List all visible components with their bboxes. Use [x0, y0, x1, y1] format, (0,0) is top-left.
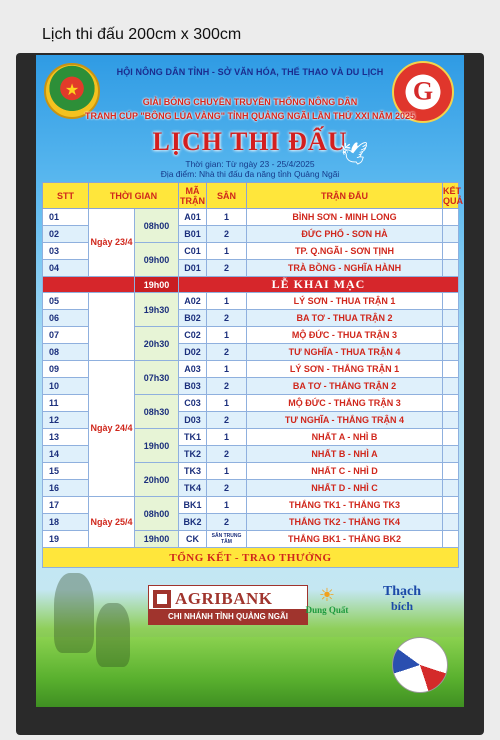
- col-stt: STT: [43, 183, 89, 209]
- match: THẮNG TK2 - THẮNG TK4: [247, 514, 443, 531]
- match-code: D02: [179, 344, 207, 361]
- court: 2: [207, 412, 247, 429]
- row-stt: 17: [43, 497, 89, 514]
- col-match: TRẬN ĐẤU: [247, 183, 443, 209]
- table-row: [43, 293, 459, 310]
- court: [207, 531, 247, 548]
- thach-bich-name-1: Thạch: [382, 584, 422, 599]
- match-code: BK2: [179, 514, 207, 531]
- dove-icon: 🕊: [340, 141, 368, 166]
- result-cell: [443, 361, 459, 378]
- row-stt: 19: [43, 531, 89, 548]
- time-slot: 08h30: [135, 395, 179, 429]
- court: 2: [207, 310, 247, 327]
- header-organizers: HỘI NÔNG DÂN TỈNH - SỞ VĂN HÓA, THỂ THAO VÀ DU LỊCH: [116, 67, 384, 77]
- match-code: A01: [179, 209, 207, 226]
- result-cell: [443, 243, 459, 260]
- time-slot: 20h00: [135, 463, 179, 497]
- time-slot: 09h00: [135, 243, 179, 277]
- match: BA TƠ - THUA TRẬN 2: [247, 310, 443, 327]
- court: 1: [207, 361, 247, 378]
- opening-ceremony-row: [43, 277, 459, 293]
- row-stt: 10: [43, 378, 89, 395]
- poster-title: LỊCH THI ĐẤU: [152, 127, 348, 156]
- col-court: SÂN: [207, 183, 247, 209]
- court: 1: [207, 327, 247, 344]
- agribank-sponsor: [148, 585, 308, 625]
- court: 1: [207, 209, 247, 226]
- match-code: BK1: [179, 497, 207, 514]
- court: 2: [207, 446, 247, 463]
- match: TƯ NGHĨA - THẮNG TRẬN 4: [247, 412, 443, 429]
- match: BA TƠ - THẮNG TRẬN 2: [247, 378, 443, 395]
- match: TƯ NGHĨA - THUA TRẬN 4: [247, 344, 443, 361]
- closing-ceremony: TỔNG KẾT - TRAO THƯỞNG: [43, 548, 459, 568]
- time-slot: 07h30: [135, 361, 179, 395]
- court-central: SÂN TRUNG TÂM: [211, 533, 242, 545]
- time-slot: 19h00: [135, 531, 179, 548]
- row-stt: 18: [43, 514, 89, 531]
- thach-bich-name-2: bích: [390, 599, 413, 613]
- result-cell: [443, 463, 459, 480]
- result-cell: [443, 395, 459, 412]
- venue-line: Địa điểm: Nhà thi đấu đa năng tỉnh Quảng Ngãi: [160, 169, 340, 179]
- time-line: Thời gian: Từ ngày 23 - 25/4/2025: [185, 159, 315, 169]
- match: TRÀ BỒNG - NGHĨA HÀNH: [247, 260, 443, 277]
- row-stt: 04: [43, 260, 89, 277]
- dung-quat-logo-icon: ☀: [318, 585, 336, 605]
- caption: Lịch thi đấu 200cm x 300cm: [42, 26, 242, 43]
- row-stt: 06: [43, 310, 89, 327]
- header-event-line-1: GIẢI BÓNG CHUYỀN TRUYỀN THỐNG NÔNG DÂN: [142, 97, 358, 107]
- result-cell: [443, 412, 459, 429]
- col-result: KẾT QUẢ: [443, 183, 459, 209]
- day-label-continued: [89, 293, 135, 361]
- result-cell: [443, 209, 459, 226]
- tournament-logo-icon: G: [392, 61, 454, 123]
- farmers-union-logo-icon: ★: [44, 63, 100, 119]
- result-cell: [443, 378, 459, 395]
- thach-bich-sponsor: [366, 585, 438, 613]
- match-code: C02: [179, 327, 207, 344]
- court: 2: [207, 480, 247, 497]
- schedule-table: [42, 182, 463, 568]
- match-code: TK3: [179, 463, 207, 480]
- result-cell: [443, 260, 459, 277]
- match-code: B03: [179, 378, 207, 395]
- row-stt: 11: [43, 395, 89, 412]
- match-code: B01: [179, 226, 207, 243]
- result-cell: [443, 446, 459, 463]
- match: LÝ SƠN - THUA TRẬN 1: [247, 293, 443, 310]
- row-stt: 14: [43, 446, 89, 463]
- row-stt: 09: [43, 361, 89, 378]
- match-code: C03: [179, 395, 207, 412]
- match: ĐỨC PHỔ - SƠN HÀ: [247, 226, 443, 243]
- agribank-logo-icon: [153, 590, 171, 608]
- time-slot: 19h00: [135, 429, 179, 463]
- match-code: TK1: [179, 429, 207, 446]
- dung-quat-name: Dung Quất: [305, 605, 349, 615]
- result-cell: [443, 497, 459, 514]
- agribank-name: AGRIBANK: [175, 589, 273, 608]
- day-label: Ngày 24/4: [89, 361, 135, 497]
- col-match-code: MÃ TRẬN: [179, 183, 207, 209]
- header-event-line-2: TRANH CÚP "BÔNG LÚA VÀNG" TỈNH QUẢNG NGÃI LẦN THỨ XXI NĂM 2025: [84, 111, 416, 121]
- match: NHẤT A - NHÌ B: [247, 429, 443, 446]
- result-cell: [443, 531, 459, 548]
- result-cell: [443, 514, 459, 531]
- row-stt: 01: [43, 209, 89, 226]
- match: NHẤT C - NHÌ D: [247, 463, 443, 480]
- row-stt: 13: [43, 429, 89, 446]
- match: THẮNG TK1 - THẮNG TK3: [247, 497, 443, 514]
- match: THẮNG BK1 - THẮNG BK2: [247, 531, 443, 548]
- row-stt: 03: [43, 243, 89, 260]
- court: 2: [207, 226, 247, 243]
- table-header-row: [43, 183, 459, 209]
- result-cell: [443, 344, 459, 361]
- opening-ceremony: LỄ KHAI MẠC: [179, 277, 459, 293]
- dung-quat-sponsor: [302, 585, 352, 629]
- match: NHẤT D - NHÌ C: [247, 480, 443, 497]
- result-cell: [443, 429, 459, 446]
- row-stt: 02: [43, 226, 89, 243]
- row-stt: 07: [43, 327, 89, 344]
- court: 1: [207, 293, 247, 310]
- player-silhouette-icon: [96, 603, 130, 667]
- time-slot: 20h30: [135, 327, 179, 361]
- court: 1: [207, 243, 247, 260]
- result-cell: [443, 327, 459, 344]
- match-code: A02: [179, 293, 207, 310]
- court: 1: [207, 429, 247, 446]
- match-code: CK: [179, 531, 207, 548]
- court: 2: [207, 344, 247, 361]
- result-cell: [443, 310, 459, 327]
- day-label: Ngày 23/4: [89, 209, 135, 277]
- table-row: [43, 497, 459, 514]
- match-code: A03: [179, 361, 207, 378]
- row-stt: 08: [43, 344, 89, 361]
- match: LÝ SƠN - THẮNG TRẬN 1: [247, 361, 443, 378]
- court: 2: [207, 260, 247, 277]
- row-stt: 16: [43, 480, 89, 497]
- agribank-branch: CHI NHÁNH TỈNH QUẢNG NGÃI: [149, 609, 307, 624]
- row-stt: 05: [43, 293, 89, 310]
- court: 2: [207, 378, 247, 395]
- match: MỘ ĐỨC - THẮNG TRẬN 3: [247, 395, 443, 412]
- match-code: D03: [179, 412, 207, 429]
- court: 1: [207, 463, 247, 480]
- result-cell: [443, 293, 459, 310]
- player-silhouette-icon: [54, 573, 94, 653]
- col-time: THỜI GIAN: [89, 183, 179, 209]
- court: 2: [207, 514, 247, 531]
- match: TP. Q.NGÃI - SƠN TỊNH: [247, 243, 443, 260]
- match-code: B02: [179, 310, 207, 327]
- schedule-poster: [36, 55, 464, 707]
- volleyball-icon: [392, 637, 448, 693]
- time-slot: 08h00: [135, 497, 179, 531]
- time-slot: 08h00: [135, 209, 179, 243]
- match-code: TK4: [179, 480, 207, 497]
- match-code: TK2: [179, 446, 207, 463]
- result-cell: [443, 226, 459, 243]
- match: MỘ ĐỨC - THUA TRẬN 3: [247, 327, 443, 344]
- court: 1: [207, 395, 247, 412]
- court: 1: [207, 497, 247, 514]
- time-slot: 19h30: [135, 293, 179, 327]
- closing-row: [43, 548, 459, 568]
- row-stt: 12: [43, 412, 89, 429]
- result-cell: [443, 480, 459, 497]
- match: NHẤT B - NHÌ A: [247, 446, 443, 463]
- day-label: Ngày 25/4: [89, 497, 135, 548]
- table-row: [43, 361, 459, 378]
- row-stt: 15: [43, 463, 89, 480]
- opening-band-left: [43, 277, 135, 293]
- match-code: D01: [179, 260, 207, 277]
- match-code: C01: [179, 243, 207, 260]
- opening-time: 19h00: [135, 277, 179, 293]
- table-row: [43, 209, 459, 226]
- match: BÌNH SƠN - MINH LONG: [247, 209, 443, 226]
